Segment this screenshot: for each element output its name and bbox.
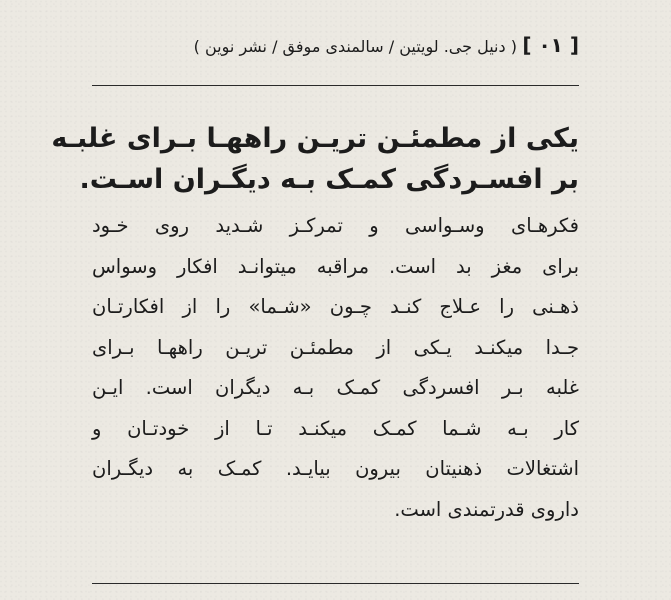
body-line: کار بـه شـما کمـک میکنـد تـا از خودتـان و [92,416,579,440]
body-line: برای مغز بد است. مراقبه میتوانـد افکار وسواس [92,254,579,278]
item-number: [ ۰۱ ] [522,33,579,57]
body-line: فکرهـای وسـواسی و تمرکـز شـدید روی خـود [92,214,579,237]
bottom-divider [92,583,579,584]
body-line: اشتغالات ذهنیتان بیرون بیایـد. کمـک به دیگـران [92,457,579,480]
quote-headline [51,118,579,200]
source-citation: ( دنیل جی. لویتین / سالمندی موفق / نشر نوین ) [193,37,517,56]
body-line: داروی قدرتمندی است. [394,497,579,521]
top-divider [92,85,579,86]
quote-body [92,206,579,530]
headline-line: بر افسـردگی کمـک بـه دیگـران اسـت. [79,164,579,195]
source-header [79,30,579,62]
body-line: جـدا میکنـد یـکی از مطمئـن تریـن راههـا بـرای [92,335,579,359]
body-line: ذهـنی را عـلاج کنـد چـون «شـما» را از افکارتـان [92,295,579,318]
body-line: غلبه بـر افسردگی کمـک بـه دیگران است. ایـن [92,376,579,399]
headline-line: یکی از مطمئـن تریـن راههـا بـرای غلبـه [51,123,579,154]
